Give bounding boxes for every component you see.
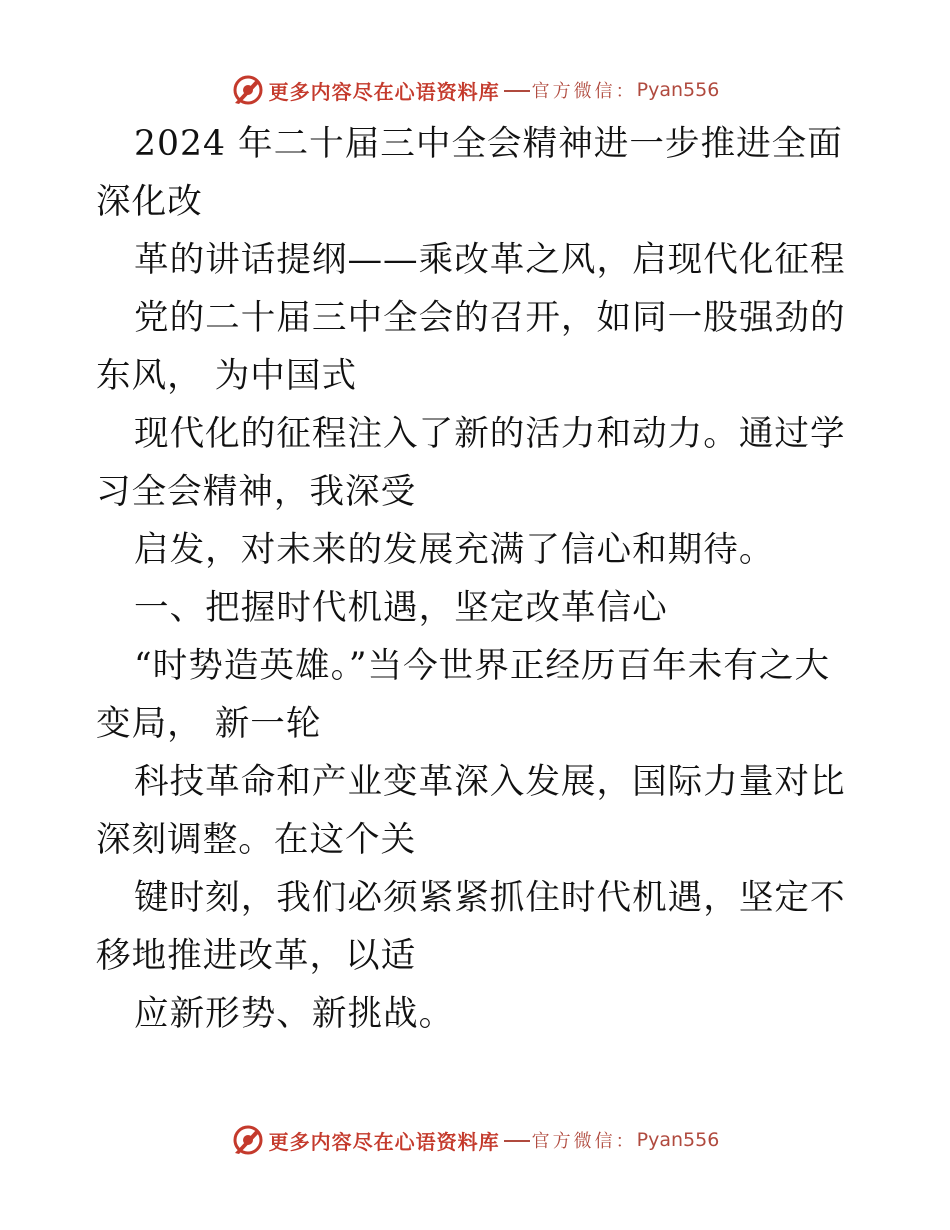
text-line: 键时刻，我们必须紧紧抓住时代机遇，坚定不移地推进改革，以适	[96, 878, 846, 976]
quill-seal-icon	[231, 73, 265, 107]
contact-id: Pyan556	[636, 79, 720, 101]
section-heading: 一、把握时代机遇，坚定改革信心	[134, 588, 668, 628]
header-watermark-banner	[0, 70, 950, 110]
footer-watermark-banner	[0, 1120, 950, 1160]
contact-label: 官方微信：	[531, 81, 637, 102]
text-line: 启发，对未来的发展充满了信心和期待。	[134, 530, 775, 570]
banner-divider	[504, 90, 530, 92]
brand-text: 更多内容尽在心语资料库	[268, 1129, 500, 1154]
text-line: 现代化的征程注入了新的活力和动力。通过学习全会精神，我深受	[96, 414, 846, 512]
text-line: “时势造英雄。”当今世界正经历百年未有之大变局， 新一轮	[96, 646, 831, 744]
banner-divider	[504, 1140, 530, 1142]
contact-id: Pyan556	[636, 1129, 720, 1151]
text-line: 2024 年二十届三中全会精神进一步推进全面深化改	[96, 124, 843, 222]
contact-label: 官方微信：	[531, 1131, 637, 1152]
text-line: 应新形势、新挑战。	[134, 994, 455, 1034]
quill-seal-icon	[231, 1123, 265, 1157]
text-line: 科技革命和产业变革深入发展，国际力量对比深刻调整。在这个关	[96, 762, 846, 860]
brand-text: 更多内容尽在心语资料库	[268, 79, 500, 104]
text-line: 革的讲话提纲——乘改革之风，启现代化征程	[134, 240, 846, 280]
document-body	[96, 115, 856, 1043]
text-line: 党的二十届三中全会的召开，如同一股强劲的东风， 为中国式	[96, 298, 846, 396]
